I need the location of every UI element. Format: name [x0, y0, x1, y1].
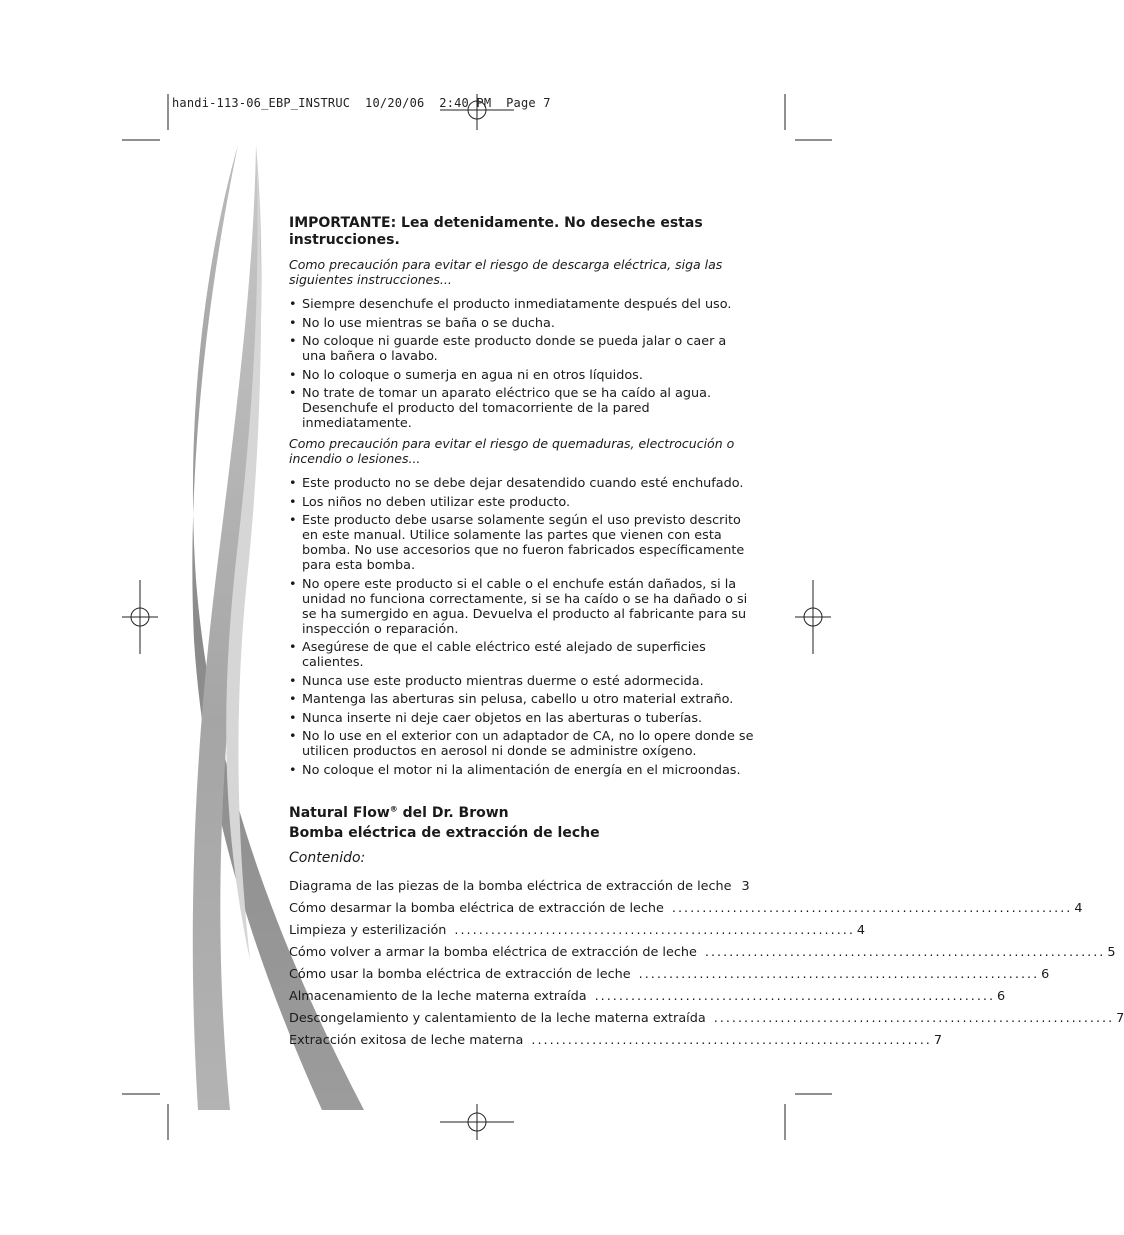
- toc-page: 6: [997, 989, 1006, 1004]
- print-slug-line: handi-113-06_EBP_INSTRUC 10/20/06 2:40 PM Page 7: [172, 96, 551, 110]
- contents-title: Contenido:: [289, 850, 366, 866]
- toc-row: [289, 1033, 943, 1049]
- list-item: • Siempre desenchufe el producto inmediatamente después del uso.: [289, 297, 754, 312]
- list-item: • No coloque ni guarde este producto donde se pueda jalar o caer a una bañera o lavabo.: [289, 334, 754, 364]
- toc-page: 7: [933, 1033, 943, 1048]
- toc-row: [289, 901, 1083, 917]
- section2-intro: Como precaución para evitar el riesgo de quemaduras, electrocución o incendio o lesiones...: [289, 436, 735, 466]
- toc-leader-dots: ..................................................................: [454, 923, 855, 938]
- toc-row: [289, 989, 1006, 1005]
- toc-row: [289, 945, 1116, 961]
- list-item: • Asegúrese de que el cable eléctrico esté alejado de superficies calientes.: [289, 640, 754, 670]
- list-item: • Este producto debe usarse solamente según el uso previsto descrito en este manual. Utilice solamente las partes que vienen con esta bomba. No use accesorios que no fueron fabricados específicamente para esta bomba.: [289, 513, 754, 573]
- toc-leader-dots: ..................................................................: [713, 1011, 1115, 1026]
- toc-leader-dots: ..................................................................: [638, 967, 1040, 982]
- toc-page: 3: [741, 879, 750, 894]
- toc-row: [289, 1011, 1124, 1027]
- main-content: [289, 215, 1124, 1055]
- list-item: • Nunca use este producto mientras duerme o esté adormecida.: [289, 674, 754, 689]
- brand-name: Natural Flow: [289, 805, 390, 821]
- toc-label: Almacenamiento de la leche materna extraída: [289, 989, 587, 1004]
- list-item: • Nunca inserte ni deje caer objetos en las aberturas o tuberías.: [289, 711, 754, 726]
- table-of-contents: [289, 879, 1124, 1049]
- toc-label: Descongelamiento y calentamiento de la leche materna extraída: [289, 1011, 706, 1026]
- toc-leader-dots: ..................................................................: [704, 945, 1106, 960]
- list-item: • Mantenga las aberturas sin pelusa, cabello u otro material extraño.: [289, 692, 754, 707]
- section2-list: [289, 476, 754, 778]
- toc-label: Extracción exitosa de leche materna: [289, 1033, 524, 1048]
- list-item: • No opere este producto si el cable o el enchufe están dañados, si la unidad no funciona correctamente, si se ha caído o se ha dañado o si se ha sumergido en agua. Devuelva el producto al fabricante para su inspección o reparación.: [289, 577, 754, 637]
- list-item: • No trate de tomar un aparato eléctrico que se ha caído al agua. Desenchufe el producto del tomacorriente de la pared inmediatamente.: [289, 386, 754, 431]
- toc-leader-dots: ..................................................................: [531, 1033, 932, 1048]
- toc-label: Limpieza y esterilización: [289, 923, 447, 938]
- product-title: [289, 803, 754, 823]
- toc-label: Diagrama de las piezas de la bomba eléctrica de extracción de leche: [289, 879, 732, 894]
- toc-label: Cómo usar la bomba eléctrica de extracción de leche: [289, 967, 631, 982]
- toc-page: 4: [856, 923, 866, 938]
- toc-row: [289, 967, 1050, 983]
- toc-leader-dots: ..................................................................: [594, 989, 996, 1004]
- list-item: • No lo use en el exterior con un adaptador de CA, no lo opere donde se utilicen productos en aerosol ni donde se administre oxígeno.: [289, 729, 754, 759]
- section1-intro: Como precaución para evitar el riesgo de descarga eléctrica, siga las siguientes instrucciones...: [289, 257, 723, 287]
- brand-suffix: del Dr. Brown: [397, 805, 509, 821]
- section1-list: [289, 297, 754, 431]
- list-item: • No lo use mientras se baña o se ducha.: [289, 316, 754, 331]
- toc-page: 4: [1074, 901, 1083, 916]
- product-subtitle: Bomba eléctrica de extracción de leche: [289, 825, 600, 841]
- toc-page: 6: [1041, 967, 1050, 982]
- important-heading: IMPORTANTE: Lea detenidamente. No deseche estas instrucciones.: [289, 215, 703, 248]
- list-item: • Los niños no deben utilizar este producto.: [289, 495, 754, 510]
- toc-row: [289, 879, 750, 895]
- ribbon-light: [193, 145, 262, 1110]
- toc-row: [289, 923, 866, 939]
- toc-page: 7: [1116, 1011, 1124, 1026]
- registered-mark: ®: [389, 804, 398, 814]
- toc-label: Cómo desarmar la bomba eléctrica de extracción de leche: [289, 901, 664, 916]
- toc-leader-dots: ..................................................................: [671, 901, 1073, 916]
- toc-page: 5: [1107, 945, 1116, 960]
- toc-label: Cómo volver a armar la bomba eléctrica de extracción de leche: [289, 945, 697, 960]
- list-item: • Este producto no se debe dejar desatendido cuando esté enchufado.: [289, 476, 754, 491]
- list-item: • No lo coloque o sumerja en agua ni en otros líquidos.: [289, 368, 754, 383]
- list-item: • No coloque el motor ni la alimentación de energía en el microondas.: [289, 763, 754, 778]
